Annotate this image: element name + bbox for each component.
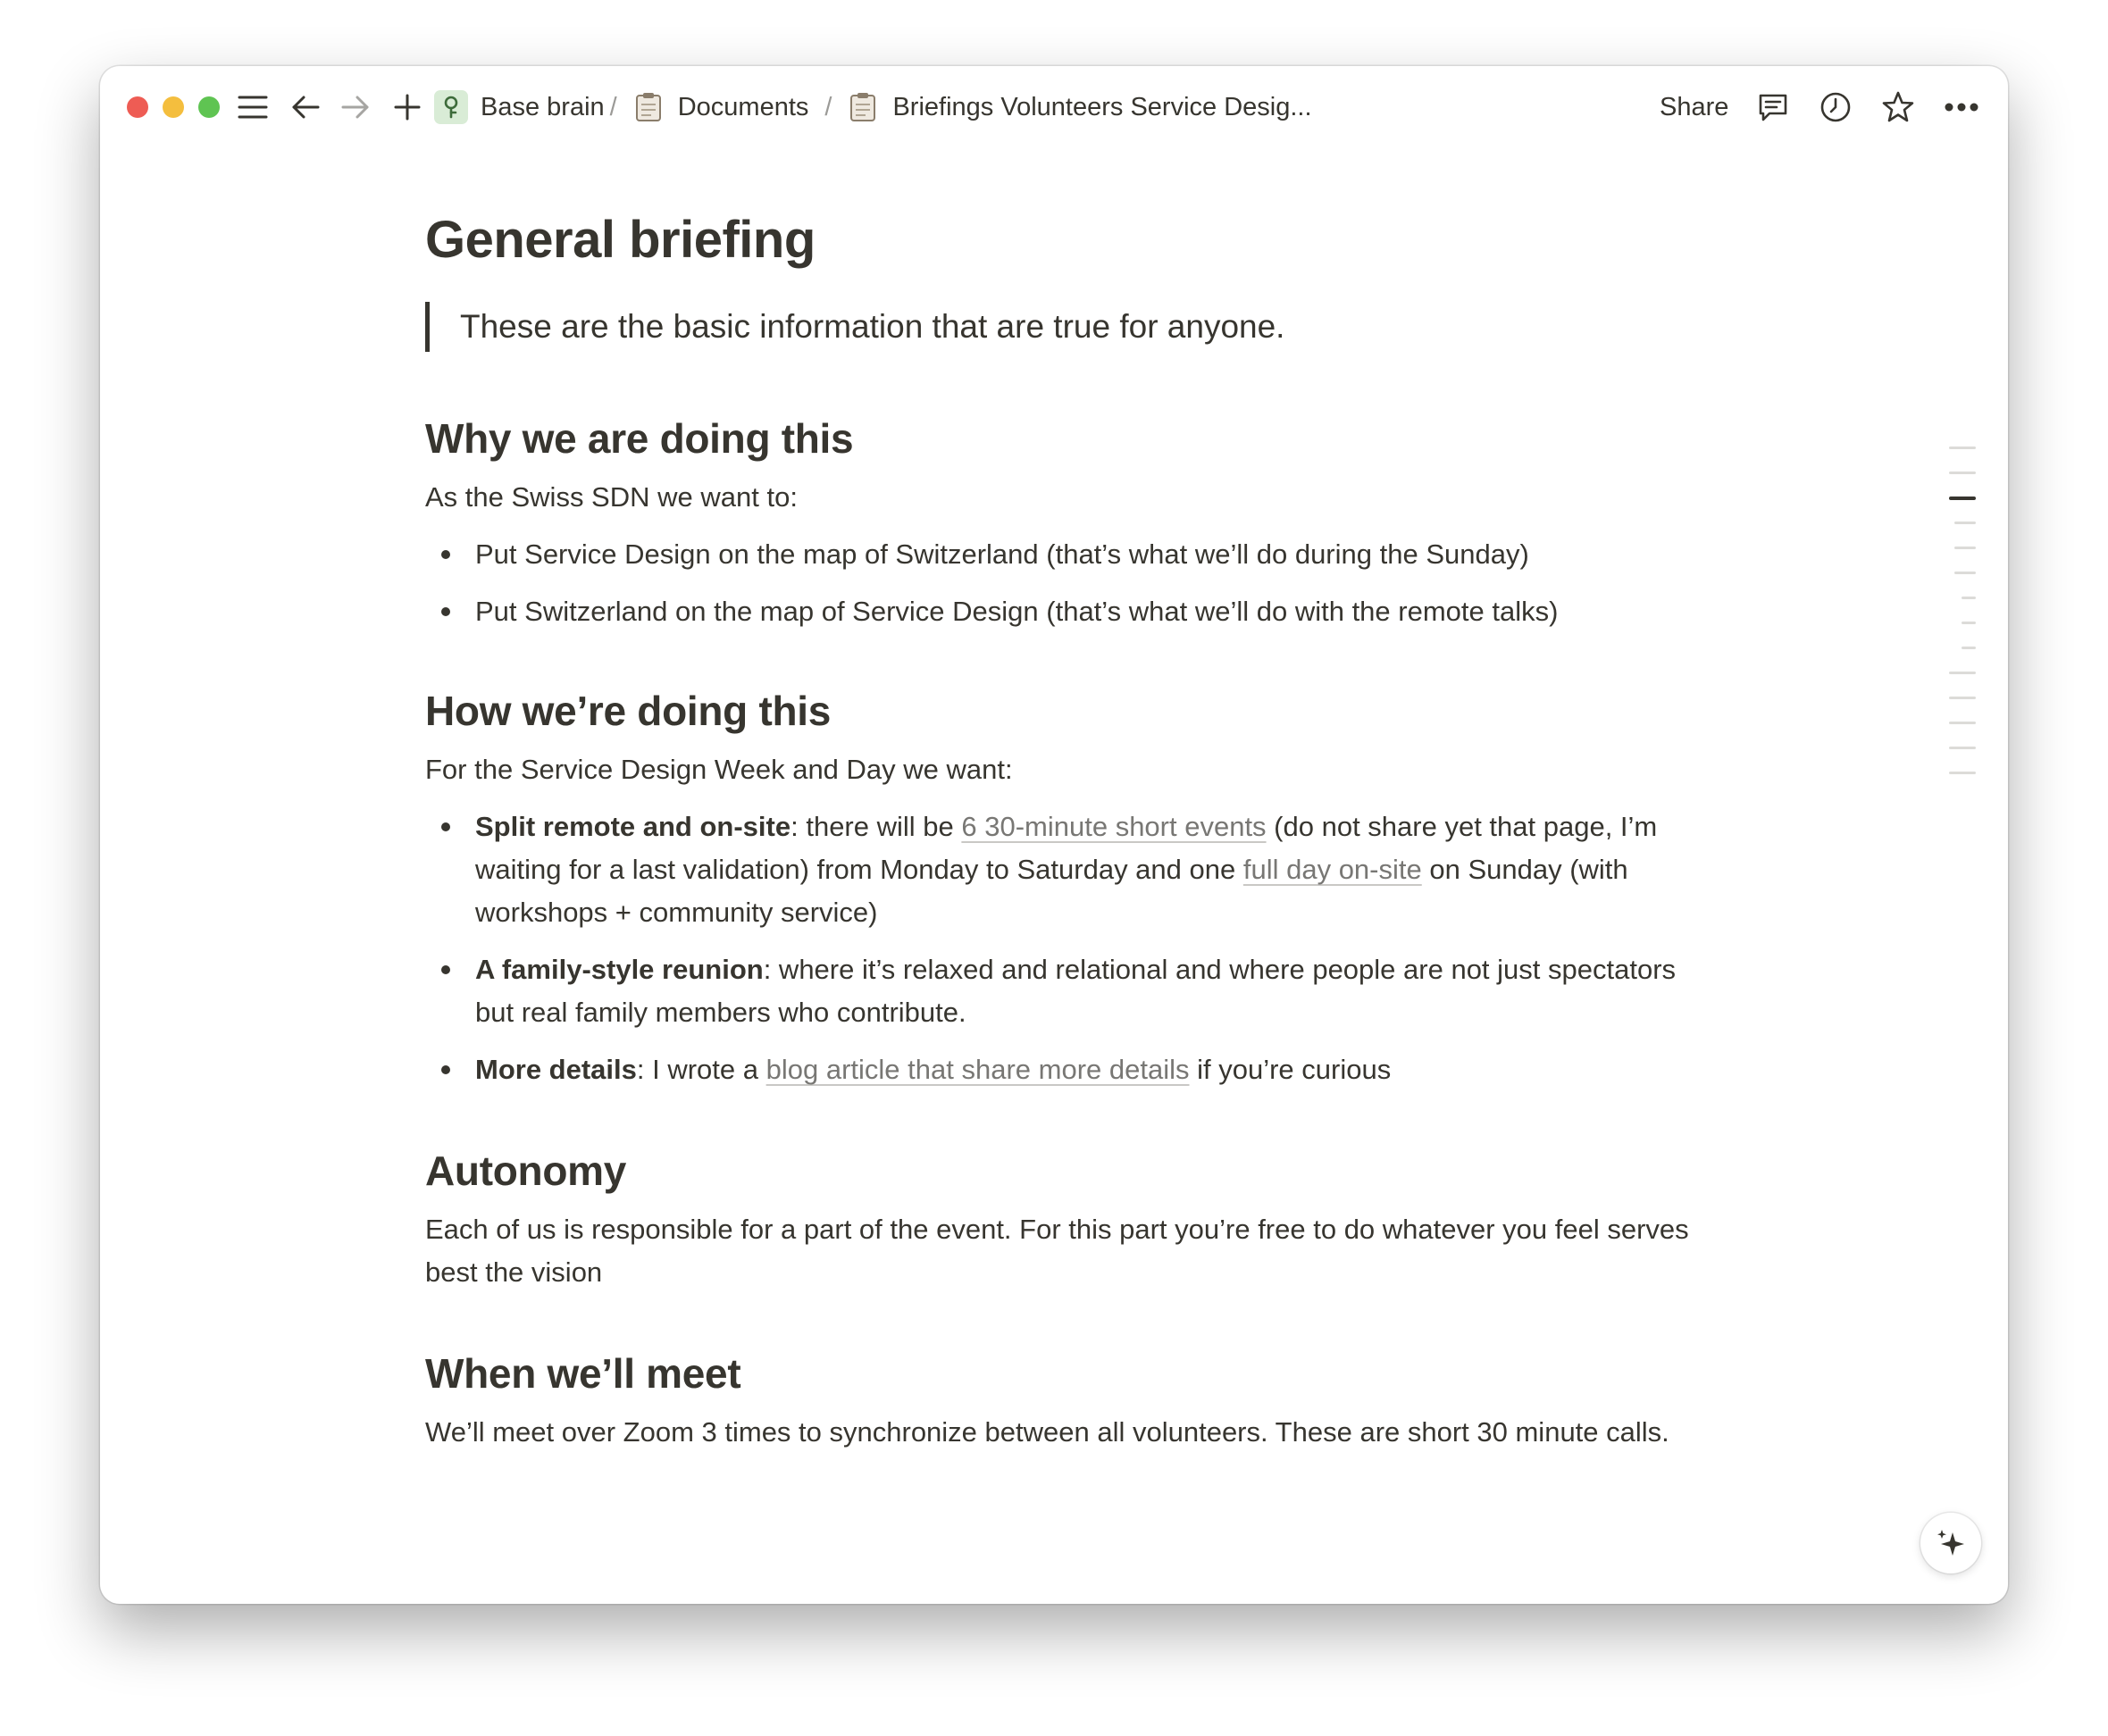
text-span: (do not share yet that page, I’m waiting for a last validation) from Monday to Saturday and one	[475, 810, 1658, 885]
top-bar	[100, 66, 2008, 148]
outline-marker[interactable]	[1949, 722, 1976, 724]
heading-when-we-meet[interactable]: When we’ll meet	[425, 1350, 741, 1398]
close-window-button[interactable]	[127, 96, 148, 118]
outline-marker[interactable]	[1954, 547, 1976, 549]
heading-why[interactable]: Why we are doing this	[425, 414, 854, 462]
breadcrumb-documents[interactable]: Documents	[677, 92, 809, 121]
new-page-plus-icon[interactable]	[391, 91, 423, 123]
app-window	[100, 66, 2008, 1604]
star-favorite-icon[interactable]	[1880, 89, 1916, 125]
text-span: : there will be	[790, 810, 962, 842]
paragraph-when-we-meet[interactable]: We’ll meet over Zoom 3 times to synchronize between all volunteers. These are short 30 minute calls.	[425, 1416, 1669, 1448]
breadcrumb-current-page[interactable]: Briefings Volunteers Service Desig...	[892, 92, 1312, 121]
clipboard-icon	[848, 92, 878, 122]
minimize-window-button[interactable]	[163, 96, 184, 118]
more-options-icon[interactable]	[1944, 89, 1979, 125]
forward-arrow-icon[interactable]	[339, 91, 372, 123]
bold-label: A family-style reunion	[475, 953, 764, 985]
outline-marker[interactable]	[1949, 472, 1976, 474]
sidebar-menu-icon[interactable]	[237, 91, 269, 123]
text-span: if you’re curious	[1189, 1053, 1392, 1085]
outline-marker-active[interactable]	[1949, 497, 1976, 500]
document-body	[425, 209, 1694, 1454]
breadcrumb-separator: /	[824, 92, 832, 121]
outline-marker[interactable]	[1962, 597, 1976, 599]
link-full-day[interactable]: full day on-site	[1242, 853, 1422, 885]
list-item[interactable]	[425, 948, 1694, 1034]
share-button[interactable]: Share	[1660, 93, 1729, 121]
breadcrumb-workspace[interactable]: Base brain	[481, 92, 605, 121]
heading-how[interactable]: How we’re doing this	[425, 687, 832, 734]
list-item[interactable]	[425, 805, 1694, 934]
bold-label: More details	[475, 1053, 637, 1085]
outline-marker[interactable]	[1949, 697, 1976, 699]
link-short-events[interactable]: 6 30-minute short events	[961, 810, 1267, 842]
outline-marker[interactable]	[1949, 747, 1976, 749]
outline-marker[interactable]	[1949, 772, 1976, 774]
clipboard-icon	[633, 92, 664, 122]
outline-marker[interactable]	[1962, 622, 1976, 624]
text-span: : where it’s relaxed and relational and where people are not just spectators but real family members who contribute.	[475, 953, 1677, 1028]
bold-label: Split remote and on-site	[475, 810, 791, 842]
bullet-list-why	[425, 533, 1694, 633]
page-title[interactable]: General briefing	[425, 211, 816, 269]
list-item[interactable]	[425, 1048, 1694, 1091]
ai-assistant-button[interactable]	[1920, 1513, 1981, 1573]
text-span: on Sunday (with workshops + community service)	[475, 853, 1628, 928]
paragraph-how-intro[interactable]: For the Service Design Week and Day we want:	[425, 753, 1013, 785]
comments-icon[interactable]	[1755, 89, 1791, 125]
clock-history-icon[interactable]	[1818, 89, 1853, 125]
maximize-window-button[interactable]	[198, 96, 220, 118]
breadcrumb-separator: /	[609, 92, 617, 121]
back-arrow-icon[interactable]	[289, 91, 322, 123]
text-span: : I wrote a	[636, 1053, 766, 1085]
paragraph-why-intro[interactable]: As the Swiss SDN we want to:	[425, 480, 798, 513]
quote-block[interactable]: These are the basic information that are true for anyone.	[425, 302, 1694, 352]
workspace-logo-icon	[434, 90, 468, 124]
paragraph-autonomy[interactable]: Each of us is responsible for a part of the event. For this part you’re free to do whatever you feel serves best the vision	[425, 1214, 1689, 1289]
outline-marker[interactable]	[1949, 447, 1976, 449]
outline-marker[interactable]	[1954, 522, 1976, 524]
list-item[interactable]: Put Switzerland on the map of Service Design (that’s what we’ll do with the remote talks)	[425, 590, 1694, 633]
outline-marker[interactable]	[1949, 672, 1976, 674]
breadcrumb	[434, 86, 1312, 129]
outline-marker[interactable]	[1962, 647, 1976, 649]
heading-autonomy[interactable]: Autonomy	[425, 1147, 627, 1194]
link-blog-article[interactable]: blog article that share more details	[765, 1053, 1190, 1085]
bullet-list-how	[425, 805, 1694, 1091]
list-item[interactable]: Put Service Design on the map of Switzerland (that’s what we’ll do during the Sunday)	[425, 533, 1694, 576]
outline-marker[interactable]	[1954, 572, 1976, 574]
sparkle-icon	[1933, 1525, 1969, 1561]
